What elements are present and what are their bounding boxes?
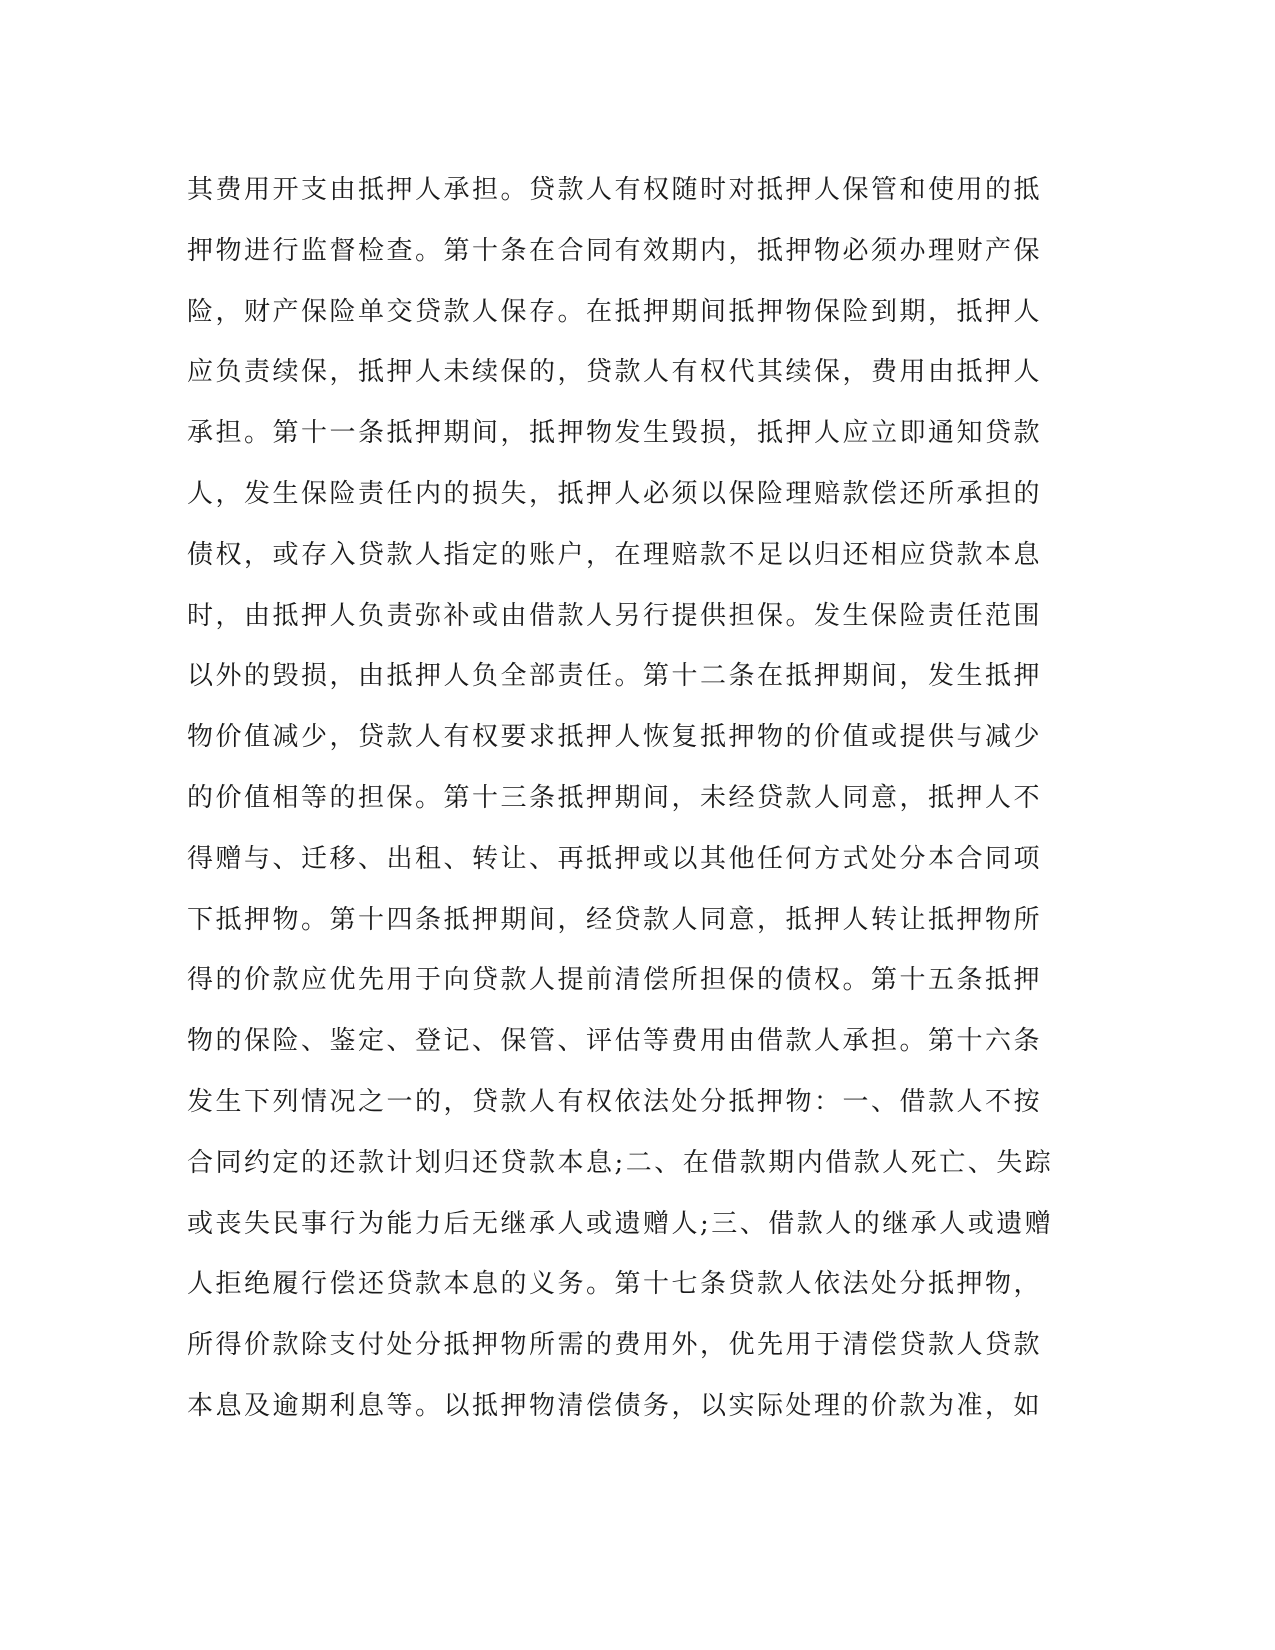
- text-line: 人拒绝履行偿还贷款本息的义务。第十七条贷款人依法处分抵押物，: [187, 1269, 1043, 1300]
- text-line: 发生下列情况之一的，贷款人有权依法处分抵押物：一、借款人不按: [187, 1086, 1043, 1117]
- text-line: 物的保险、鉴定、登记、保管、评估等费用由借款人承担。第十六条: [187, 1026, 1043, 1057]
- body-text: [187, 160, 1067, 1437]
- text-line: 债权，或存入贷款人指定的账户，在理赔款不足以归还相应贷款本息: [187, 539, 1043, 570]
- text-line: 本息及逾期利息等。以抵押物清偿债务，以实际处理的价款为准，如: [187, 1390, 1043, 1421]
- text-line: 所得价款除支付处分抵押物所需的费用外，优先用于清偿贷款人贷款: [187, 1330, 1043, 1361]
- text-line: 或丧失民事行为能力后无继承人或遗赠人;三、借款人的继承人或遗赠: [187, 1208, 1054, 1239]
- text-line: 人，发生保险责任内的损失，抵押人必须以保险理赔款偿还所承担的: [187, 478, 1043, 509]
- text-line: 的价值相等的担保。第十三条抵押期间，未经贷款人同意，抵押人不: [187, 782, 1043, 813]
- text-line: 险，财产保险单交贷款人保存。在抵押期间抵押物保险到期，抵押人: [187, 296, 1043, 327]
- text-line: 时，由抵押人负责弥补或由借款人另行提供担保。发生保险责任范围: [187, 600, 1043, 631]
- text-line: 下抵押物。第十四条抵押期间，经贷款人同意，抵押人转让抵押物所: [187, 904, 1043, 935]
- text-line: 其费用开支由抵押人承担。贷款人有权随时对抵押人保管和使用的抵: [187, 175, 1043, 205]
- text-line: 合同约定的还款计划归还贷款本息;二、在借款期内借款人死亡、失踪: [187, 1147, 1054, 1178]
- text-line: 物价值减少，贷款人有权要求抵押人恢复抵押物的价值或提供与减少: [187, 722, 1043, 753]
- text-line: 得赠与、迁移、出租、转让、再抵押或以其他任何方式处分本合同项: [187, 843, 1043, 874]
- text-line: 得的价款应优先用于向贷款人提前清偿所担保的债权。第十五条抵押: [187, 965, 1043, 996]
- text-line: 以外的毁损，由抵押人负全部责任。第十二条在抵押期间，发生抵押: [187, 661, 1043, 692]
- text-line: 押物进行监督检查。第十条在合同有效期内，抵押物必须办理财产保: [187, 235, 1043, 266]
- text-line: 应负责续保，抵押人未续保的，贷款人有权代其续保，费用由抵押人: [187, 357, 1043, 388]
- text-line: 承担。第十一条抵押期间，抵押物发生毁损，抵押人应立即通知贷款: [187, 418, 1043, 449]
